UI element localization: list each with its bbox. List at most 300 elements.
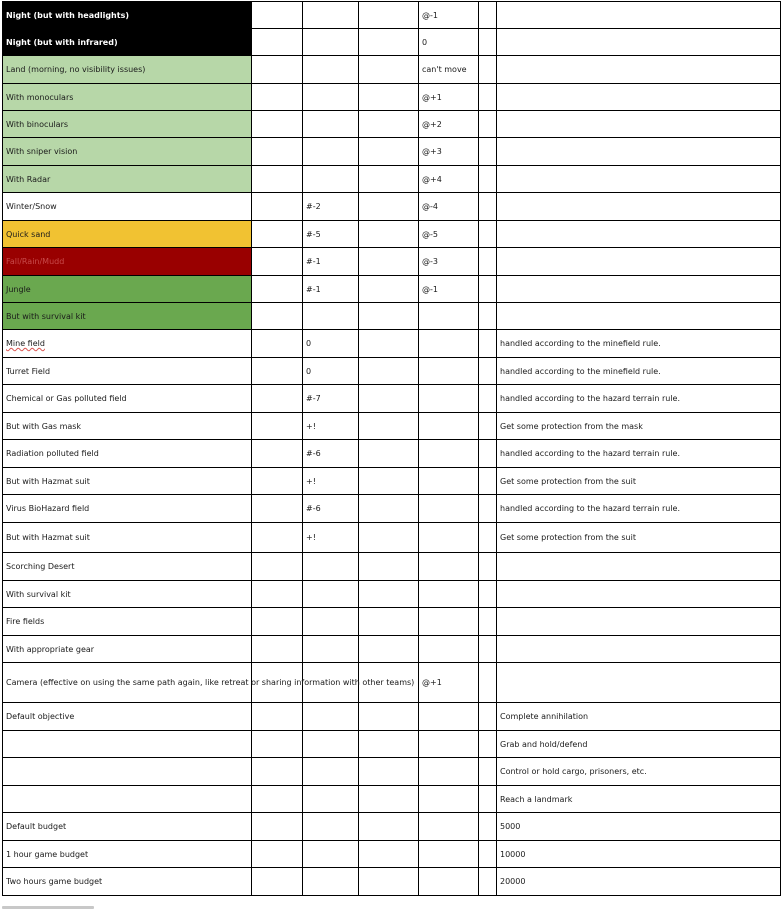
cell-text: +! (306, 421, 316, 431)
row-label-cell[interactable] (3, 468, 252, 495)
cell-col4[interactable] (359, 2, 419, 29)
cell-col3[interactable] (303, 138, 359, 166)
cell-col6[interactable] (479, 786, 497, 813)
cell-text: @+3 (422, 147, 442, 156)
cell-col5[interactable] (419, 581, 479, 608)
row-label-text: With Radar (6, 174, 51, 184)
cell-col6[interactable] (479, 84, 497, 111)
cell-col2[interactable] (252, 703, 303, 731)
cell-col4[interactable] (359, 731, 419, 758)
cell-col5[interactable] (419, 84, 479, 111)
cell-col6[interactable] (479, 166, 497, 193)
cell-col4[interactable] (359, 786, 419, 813)
cell-col3[interactable] (303, 221, 359, 248)
cell-col4[interactable] (359, 495, 419, 523)
cell-col2[interactable] (252, 2, 303, 29)
row-label-cell[interactable] (3, 166, 252, 193)
cell-col7[interactable] (497, 636, 781, 663)
table-row (3, 193, 781, 221)
cell-col7[interactable] (497, 276, 781, 303)
cell-col5[interactable] (419, 385, 479, 413)
row-label-cell[interactable] (3, 2, 252, 29)
row-label-text: Chemical or Gas polluted field (6, 394, 127, 403)
cell-col6[interactable] (479, 221, 497, 248)
cell-col4[interactable] (359, 193, 419, 221)
cell-col4[interactable] (359, 636, 419, 663)
cell-col7[interactable] (497, 813, 781, 841)
cell-col6[interactable] (479, 523, 497, 553)
table-row (3, 553, 781, 581)
cell-col5[interactable] (419, 703, 479, 731)
cell-text: handled according to the minefield rule. (500, 366, 661, 376)
cell-text: @+4 (422, 174, 442, 184)
cell-col2[interactable] (252, 29, 303, 56)
cell-col3[interactable] (303, 166, 359, 193)
row-label-text: Fall/Rain/Mudd (6, 257, 65, 266)
cell-col3[interactable] (303, 29, 359, 56)
table-row (3, 276, 781, 303)
cell-col2[interactable] (252, 841, 303, 868)
cell-text: @-4 (422, 202, 438, 211)
cell-col7[interactable] (497, 731, 781, 758)
row-label-cell[interactable] (3, 84, 252, 111)
cell-col3[interactable] (303, 636, 359, 663)
cell-col2[interactable] (252, 56, 303, 84)
cell-col4[interactable] (359, 84, 419, 111)
row-label-text: Fire fields (6, 617, 45, 626)
row-label-cell[interactable] (3, 248, 252, 276)
cell-text: @-3 (422, 257, 438, 266)
cell-col7[interactable] (497, 166, 781, 193)
cell-col4[interactable] (359, 303, 419, 330)
row-label-cell[interactable] (3, 138, 252, 166)
cell-col3[interactable] (303, 553, 359, 581)
cell-col6[interactable] (479, 330, 497, 358)
cell-col4[interactable] (359, 813, 419, 841)
table-body (3, 2, 781, 896)
cell-col3[interactable] (303, 84, 359, 111)
cell-col7[interactable] (497, 84, 781, 111)
row-label-text: With binoculars (6, 119, 69, 129)
cell-col6[interactable] (479, 2, 497, 29)
cell-col6[interactable] (479, 495, 497, 523)
cell-text: handled according to the hazard terrain rule. (500, 504, 680, 513)
row-label-text: But with Gas mask (6, 421, 82, 431)
cell-col2[interactable] (252, 813, 303, 841)
cell-col5[interactable] (419, 2, 479, 29)
cell-col3[interactable] (303, 385, 359, 413)
cell-col5[interactable] (419, 731, 479, 758)
cell-col6[interactable] (479, 813, 497, 841)
row-label-cell[interactable] (3, 758, 252, 786)
cell-col3[interactable] (303, 111, 359, 138)
cell-col3[interactable] (303, 841, 359, 868)
cell-col4[interactable] (359, 248, 419, 276)
cell-col5[interactable] (419, 608, 479, 636)
cell-col4[interactable] (359, 330, 419, 358)
cell-col7[interactable] (497, 495, 781, 523)
cell-col2[interactable] (252, 385, 303, 413)
cell-col5[interactable] (419, 758, 479, 786)
cell-text: #-7 (306, 394, 321, 403)
cell-col2[interactable] (252, 581, 303, 608)
row-label-cell[interactable] (3, 731, 252, 758)
cell-col6[interactable] (479, 138, 497, 166)
terrain-rules-table (2, 1, 781, 896)
cell-col6[interactable] (479, 636, 497, 663)
row-label-text: Night (but with infrared) (6, 37, 118, 47)
table-row (3, 2, 781, 29)
cell-col6[interactable] (479, 29, 497, 56)
table-row (3, 495, 781, 523)
row-label-cell[interactable] (3, 330, 252, 358)
table-row (3, 29, 781, 56)
row-label-cell[interactable] (3, 413, 252, 440)
cell-col5[interactable] (419, 813, 479, 841)
cell-col2[interactable] (252, 303, 303, 330)
cell-col2[interactable] (252, 523, 303, 553)
cell-col3[interactable] (303, 248, 359, 276)
cell-col7[interactable] (497, 111, 781, 138)
cell-col2[interactable] (252, 468, 303, 495)
table-row (3, 248, 781, 276)
horizontal-scrollbar[interactable] (2, 906, 94, 909)
cell-col6[interactable] (479, 385, 497, 413)
cell-col4[interactable] (359, 29, 419, 56)
cell-text: handled according to the hazard terrain rule. (500, 394, 680, 403)
cell-col5[interactable] (419, 166, 479, 193)
row-label-text: 1 hour game budget (6, 849, 89, 859)
cell-col6[interactable] (479, 56, 497, 84)
row-label-text: But with survival kit (6, 311, 86, 321)
cell-col5[interactable] (419, 358, 479, 385)
cell-col7[interactable] (497, 786, 781, 813)
cell-col5[interactable] (419, 56, 479, 84)
cell-text: @+2 (422, 119, 442, 129)
cell-col7[interactable] (497, 868, 781, 896)
row-label-text: With survival kit (6, 589, 71, 599)
cell-col4[interactable] (359, 758, 419, 786)
cell-col4[interactable] (359, 553, 419, 581)
cell-text: @+1 (422, 92, 442, 102)
cell-col4[interactable] (359, 358, 419, 385)
cell-col3[interactable] (303, 2, 359, 29)
row-label-cell[interactable] (3, 523, 252, 553)
row-label-cell[interactable] (3, 303, 252, 330)
cell-text: #-2 (306, 202, 321, 211)
table-row (3, 56, 781, 84)
cell-col5[interactable] (419, 221, 479, 248)
cell-col6[interactable] (479, 731, 497, 758)
cell-col4[interactable] (359, 111, 419, 138)
row-label-text: With appropriate gear (6, 644, 95, 654)
cell-col3[interactable] (303, 868, 359, 896)
cell-col2[interactable] (252, 553, 303, 581)
cell-col7[interactable] (497, 468, 781, 495)
cell-col2[interactable] (252, 758, 303, 786)
cell-text: #-6 (306, 504, 321, 513)
table-row (3, 581, 781, 608)
cell-col5[interactable] (419, 495, 479, 523)
row-label-text: With monoculars (6, 92, 74, 102)
cell-text: 0 (422, 37, 428, 47)
cell-col2[interactable] (252, 636, 303, 663)
row-label-cell[interactable] (3, 358, 252, 385)
row-label-text: Radiation polluted field (6, 449, 99, 458)
cell-col2[interactable] (252, 413, 303, 440)
cell-col5[interactable] (419, 868, 479, 896)
cell-col7[interactable] (497, 221, 781, 248)
cell-col5[interactable] (419, 663, 479, 703)
table-row (3, 413, 781, 440)
cell-col6[interactable] (479, 581, 497, 608)
cell-col7[interactable] (497, 2, 781, 29)
cell-col5[interactable] (419, 786, 479, 813)
cell-col7[interactable] (497, 358, 781, 385)
cell-col4[interactable] (359, 166, 419, 193)
table-row (3, 358, 781, 385)
cell-text: Reach a landmark (500, 794, 573, 804)
cell-col5[interactable] (419, 468, 479, 495)
cell-col3[interactable] (303, 581, 359, 608)
cell-col5[interactable] (419, 111, 479, 138)
cell-col7[interactable] (497, 663, 781, 703)
cell-col3[interactable] (303, 303, 359, 330)
row-label-cell[interactable] (3, 29, 252, 56)
row-label-text: Quick sand (6, 229, 51, 239)
cell-text: Control or hold cargo, prisoners, etc. (500, 767, 647, 776)
cell-col5[interactable] (419, 29, 479, 56)
cell-col7[interactable] (497, 56, 781, 84)
cell-col6[interactable] (479, 663, 497, 703)
cell-col5[interactable] (419, 553, 479, 581)
table-row (3, 440, 781, 468)
cell-col7[interactable] (497, 193, 781, 221)
cell-col3[interactable] (303, 523, 359, 553)
cell-col7[interactable] (497, 303, 781, 330)
table-row (3, 608, 781, 636)
row-label-cell[interactable] (3, 440, 252, 468)
row-label-text: But with Hazmat suit (6, 476, 90, 486)
cell-col6[interactable] (479, 468, 497, 495)
row-label-text: Scorching Desert (6, 562, 75, 571)
cell-col4[interactable] (359, 276, 419, 303)
cell-col4[interactable] (359, 703, 419, 731)
cell-col5[interactable] (419, 636, 479, 663)
cell-col2[interactable] (252, 358, 303, 385)
cell-col2[interactable] (252, 221, 303, 248)
cell-text: @-1 (422, 284, 438, 294)
cell-text: #-1 (306, 257, 321, 266)
cell-col4[interactable] (359, 138, 419, 166)
row-label-cell[interactable] (3, 276, 252, 303)
cell-col7[interactable] (497, 523, 781, 553)
cell-col5[interactable] (419, 841, 479, 868)
cell-text: Get some protection from the suit (500, 476, 636, 486)
cell-col7[interactable] (497, 440, 781, 468)
table-row (3, 523, 781, 553)
row-label-text: Winter/Snow (6, 202, 57, 211)
cell-col2[interactable] (252, 440, 303, 468)
cell-col7[interactable] (497, 841, 781, 868)
cell-col3[interactable] (303, 193, 359, 221)
cell-col6[interactable] (479, 553, 497, 581)
cell-col6[interactable] (479, 703, 497, 731)
row-label-text: Turret Field (6, 366, 51, 376)
cell-col6[interactable] (479, 868, 497, 896)
cell-col3[interactable] (303, 440, 359, 468)
cell-col6[interactable] (479, 440, 497, 468)
cell-col4[interactable] (359, 581, 419, 608)
cell-col3[interactable] (303, 813, 359, 841)
cell-col4[interactable] (359, 868, 419, 896)
cell-text: @+1 (422, 678, 442, 687)
row-label-text: Jungle (6, 284, 31, 294)
cell-col3[interactable] (303, 731, 359, 758)
row-label-cell[interactable] (3, 221, 252, 248)
cell-col4[interactable] (359, 608, 419, 636)
row-label-text: Night (but with headlights) (6, 10, 129, 20)
cell-col3[interactable] (303, 330, 359, 358)
cell-text: Get some protection from the suit (500, 533, 636, 542)
cell-text: 0 (306, 339, 312, 348)
cell-col3[interactable] (303, 608, 359, 636)
cell-col4[interactable] (359, 523, 419, 553)
cell-col7[interactable] (497, 138, 781, 166)
cell-col5[interactable] (419, 138, 479, 166)
row-label-cell[interactable] (3, 608, 252, 636)
cell-text: #-1 (306, 284, 321, 294)
cell-col4[interactable] (359, 468, 419, 495)
row-label-text: Two hours game budget (6, 877, 103, 886)
cell-text: Complete annihilation (500, 712, 589, 721)
cell-col7[interactable] (497, 758, 781, 786)
cell-col6[interactable] (479, 276, 497, 303)
cell-col3[interactable] (303, 276, 359, 303)
cell-col2[interactable] (252, 248, 303, 276)
cell-col2[interactable] (252, 138, 303, 166)
cell-col6[interactable] (479, 111, 497, 138)
cell-col7[interactable] (497, 703, 781, 731)
cell-col7[interactable] (497, 385, 781, 413)
cell-col3[interactable] (303, 468, 359, 495)
cell-col7[interactable] (497, 29, 781, 56)
cell-col4[interactable] (359, 385, 419, 413)
row-label-cell[interactable] (3, 193, 252, 221)
cell-col6[interactable] (479, 248, 497, 276)
row-label-cell[interactable] (3, 56, 252, 84)
row-label-cell[interactable] (3, 553, 252, 581)
cell-col7[interactable] (497, 581, 781, 608)
cell-col3[interactable] (303, 358, 359, 385)
cell-col5[interactable] (419, 330, 479, 358)
cell-col6[interactable] (479, 608, 497, 636)
cell-col3[interactable] (303, 758, 359, 786)
cell-col7[interactable] (497, 608, 781, 636)
table-row (3, 758, 781, 786)
cell-col2[interactable] (252, 84, 303, 111)
cell-col7[interactable] (497, 330, 781, 358)
cell-col6[interactable] (479, 841, 497, 868)
cell-text: #-5 (306, 229, 321, 239)
cell-col2[interactable] (252, 786, 303, 813)
table-row (3, 84, 781, 111)
row-label-cell[interactable] (3, 495, 252, 523)
row-label-cell[interactable] (3, 868, 252, 896)
row-label-cell[interactable] (3, 663, 415, 703)
table-row (3, 303, 781, 330)
table-row (3, 166, 781, 193)
cell-col5[interactable] (419, 193, 479, 221)
cell-col7[interactable] (497, 553, 781, 581)
cell-col5[interactable] (419, 413, 479, 440)
table-row (3, 221, 781, 248)
cell-col2[interactable] (252, 276, 303, 303)
table-row (3, 138, 781, 166)
row-label-cell[interactable] (3, 636, 252, 663)
cell-col2[interactable] (252, 111, 303, 138)
cell-col4[interactable] (359, 413, 419, 440)
row-label-text: Default objective (6, 712, 75, 721)
cell-col4[interactable] (359, 841, 419, 868)
row-label-cell[interactable] (3, 841, 252, 868)
table-row (3, 468, 781, 495)
cell-col5[interactable] (419, 523, 479, 553)
row-label-cell[interactable] (3, 786, 252, 813)
cell-col2[interactable] (252, 608, 303, 636)
row-label-cell[interactable] (3, 581, 252, 608)
cell-col4[interactable] (359, 56, 419, 84)
cell-col4[interactable] (359, 440, 419, 468)
cell-col4[interactable] (359, 221, 419, 248)
cell-col7[interactable] (497, 248, 781, 276)
row-label-text: Virus BioHazard field (6, 504, 90, 513)
cell-col5[interactable] (419, 276, 479, 303)
cell-col6[interactable] (479, 358, 497, 385)
row-label-text: But with Hazmat suit (6, 533, 90, 542)
row-label-cell[interactable] (3, 385, 252, 413)
cell-col5[interactable] (419, 303, 479, 330)
cell-col2[interactable] (252, 731, 303, 758)
table-row (3, 636, 781, 663)
cell-col5[interactable] (419, 248, 479, 276)
row-label-cell[interactable] (3, 111, 252, 138)
cell-text: Grab and hold/defend (500, 739, 588, 749)
row-label-cell[interactable] (3, 813, 252, 841)
cell-col6[interactable] (479, 413, 497, 440)
row-label-text: Land (morning, no visibility issues) (6, 65, 146, 74)
cell-text: Get some protection from the mask (500, 421, 643, 431)
cell-col6[interactable] (479, 758, 497, 786)
cell-col6[interactable] (479, 193, 497, 221)
row-label-text: Default budget (6, 822, 67, 831)
cell-col3[interactable] (303, 413, 359, 440)
cell-col2[interactable] (252, 495, 303, 523)
cell-col3[interactable] (303, 703, 359, 731)
table-row (3, 786, 781, 813)
cell-col3[interactable] (303, 495, 359, 523)
cell-col2[interactable] (252, 166, 303, 193)
cell-col3[interactable] (303, 786, 359, 813)
cell-col3[interactable] (303, 56, 359, 84)
cell-col2[interactable] (252, 193, 303, 221)
cell-col2[interactable] (252, 868, 303, 896)
row-label-cell[interactable] (3, 703, 252, 731)
cell-col2[interactable] (252, 330, 303, 358)
cell-col7[interactable] (497, 413, 781, 440)
cell-col5[interactable] (419, 440, 479, 468)
cell-col6[interactable] (479, 303, 497, 330)
